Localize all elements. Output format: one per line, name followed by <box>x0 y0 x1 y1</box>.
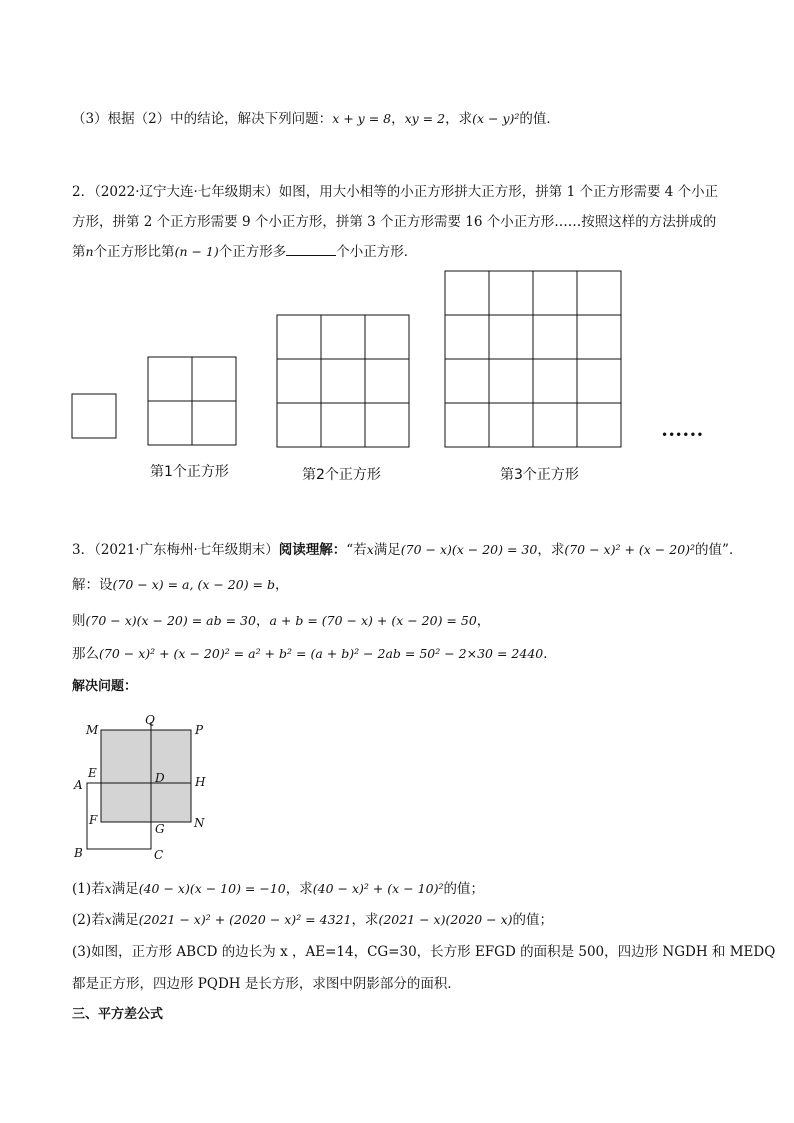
q1-eq1: x + y = 8 <box>332 111 392 126</box>
q2-l3-d: 个小正方形． <box>336 244 418 260</box>
q2-line2: 方形，拼第 2 个正方形需要 9 个小正方形，拼第 3 个正方形需要 16 个小正方形……按照这样的方法拼成的 <box>72 214 717 230</box>
q3-p1-a: (1)若 <box>72 881 105 897</box>
q3-h-c: 满足 <box>373 542 401 558</box>
answer-blank[interactable] <box>286 243 336 256</box>
q3-p1-x: x <box>104 881 112 896</box>
q3-p1-b: 满足 <box>111 881 139 897</box>
q3-then-eq: (70 − x)(x − 20) = ab = 30 <box>85 613 256 628</box>
q3-p2-eq: (2021 − x)² + (2020 − x)² = 4321 <box>138 912 352 927</box>
fig-label-1: 第1个正方形 <box>150 464 229 480</box>
square-0 <box>72 394 116 438</box>
square-pattern-figure <box>0 265 794 505</box>
point-label-c: C <box>154 848 164 862</box>
fig-label-3: 第3个正方形 <box>500 467 579 483</box>
q3-h-eq: (70 − x)(x − 20) = 30 <box>400 542 538 557</box>
q3-p1-d: 的值； <box>443 881 484 897</box>
point-label-g: G <box>155 822 165 836</box>
q2-l3-n: n <box>85 244 94 259</box>
q1-expr: (x − y)² <box>472 111 520 126</box>
q2-l3-b: 个正方形比第 <box>93 244 175 260</box>
q3-then-eq2: a + b = (70 − x) + (x − 20) = 50 <box>269 613 477 628</box>
q3-h-x: x <box>366 542 374 557</box>
q3-p2-d: 的值； <box>512 912 554 928</box>
square-3 <box>445 271 621 447</box>
q3-reading-label: 阅读理解： <box>278 542 347 558</box>
section-heading: 三、平方差公式 <box>72 1007 164 1022</box>
q3-then-label: 则 <box>72 613 86 629</box>
q3-then-sep: ， <box>255 613 270 629</box>
q3-so-label: 那么 <box>72 646 99 662</box>
q3-part1 <box>72 877 484 897</box>
q1-part3-prefix: （3）根据（2）中的结论，解决下列问题： <box>72 111 333 127</box>
q2-l3-a: 第 <box>72 244 86 260</box>
q3-header <box>72 538 742 558</box>
square-1 <box>148 357 236 445</box>
point-label-f: F <box>89 813 98 827</box>
square-2 <box>277 315 409 447</box>
q3-so-eq: (70 − x)² + (x − 20)² = a² + b² = (a + b)² − 2ab = 50² − 2×30 = 2440 <box>99 646 544 661</box>
q3-p1-eq: (40 − x)(x − 10) = −10 <box>138 881 286 896</box>
point-label-m: M <box>86 723 99 737</box>
q2-line3 <box>72 240 417 260</box>
q3-p1-c: ，求 <box>285 881 313 897</box>
shaded-region <box>101 730 191 822</box>
point-label-h: H <box>195 775 206 789</box>
q3-p2-b: 满足 <box>111 912 139 928</box>
point-label-a: A <box>74 778 83 792</box>
q3-p1-expr: (40 − x)² + (x − 10)² <box>312 881 444 896</box>
q3-source: 3．（2021·广东梅州·七年级期末） <box>72 542 279 558</box>
q3-h-d: ，求 <box>537 542 565 558</box>
point-label-b: B <box>74 846 83 860</box>
q2-l3-n1: (n − 1) <box>174 244 219 259</box>
q1-sep: ， <box>391 111 405 127</box>
q3-sol-end: ， <box>275 577 289 593</box>
q3-part3-line2: 都是正方形，四边形 PQDH 是长方形，求图中阴影部分的面积． <box>72 976 461 992</box>
q1-suffix: 的值． <box>519 111 560 127</box>
q3-p2-x: x <box>104 912 112 927</box>
point-label-d: D <box>155 771 165 785</box>
q3-p2-a: (2)若 <box>72 912 105 928</box>
q3-so-end: ． <box>543 646 557 662</box>
geometry-figure <box>70 712 230 862</box>
q3-solution-line <box>72 573 289 593</box>
q1-mid: ，求 <box>445 111 473 127</box>
q3-solve-heading: 解决问题： <box>72 679 138 694</box>
q3-so-line <box>72 642 557 662</box>
q1-eq2: xy = 2 <box>404 111 446 126</box>
point-label-n: N <box>194 816 205 830</box>
q1-part3-line <box>72 107 560 127</box>
q3-then-end: ， <box>476 613 491 629</box>
q2-line1: 2．（2022·辽宁大连·七年级期末）如图，用大小相等的小正方形拼大正方形，拼第 1 个正方形需要 4 个小正 <box>72 184 719 200</box>
point-label-p: P <box>195 723 204 737</box>
fig-label-2: 第2个正方形 <box>302 467 381 483</box>
point-label-q: Q <box>145 713 155 727</box>
q3-h-b: “若 <box>346 542 367 558</box>
q2-l3-c: 个正方形多 <box>218 244 287 260</box>
q3-part2 <box>72 908 553 928</box>
point-label-e: E <box>88 766 97 780</box>
q3-h-expr: (70 − x)² + (x − 20)² <box>564 542 696 557</box>
q3-sol-eq: (70 − x) = a, (x − 20) = b <box>112 577 275 592</box>
q3-part3-line1: (3)如图，正方形 ABCD 的边长为 x ，AE=14，CG=30，长方形 EFGD 的面积是 500，四边形 NGDH 和 MEDQ <box>72 944 776 960</box>
q3-sol-label: 解：设 <box>72 577 113 593</box>
q3-then-line <box>72 609 490 629</box>
ellipsis-dots: •••••• <box>661 428 704 442</box>
q3-h-e: 的值”． <box>695 542 743 558</box>
q3-p2-c: ，求 <box>351 912 379 928</box>
q3-p2-expr: (2021 − x)(2020 − x) <box>378 912 513 927</box>
